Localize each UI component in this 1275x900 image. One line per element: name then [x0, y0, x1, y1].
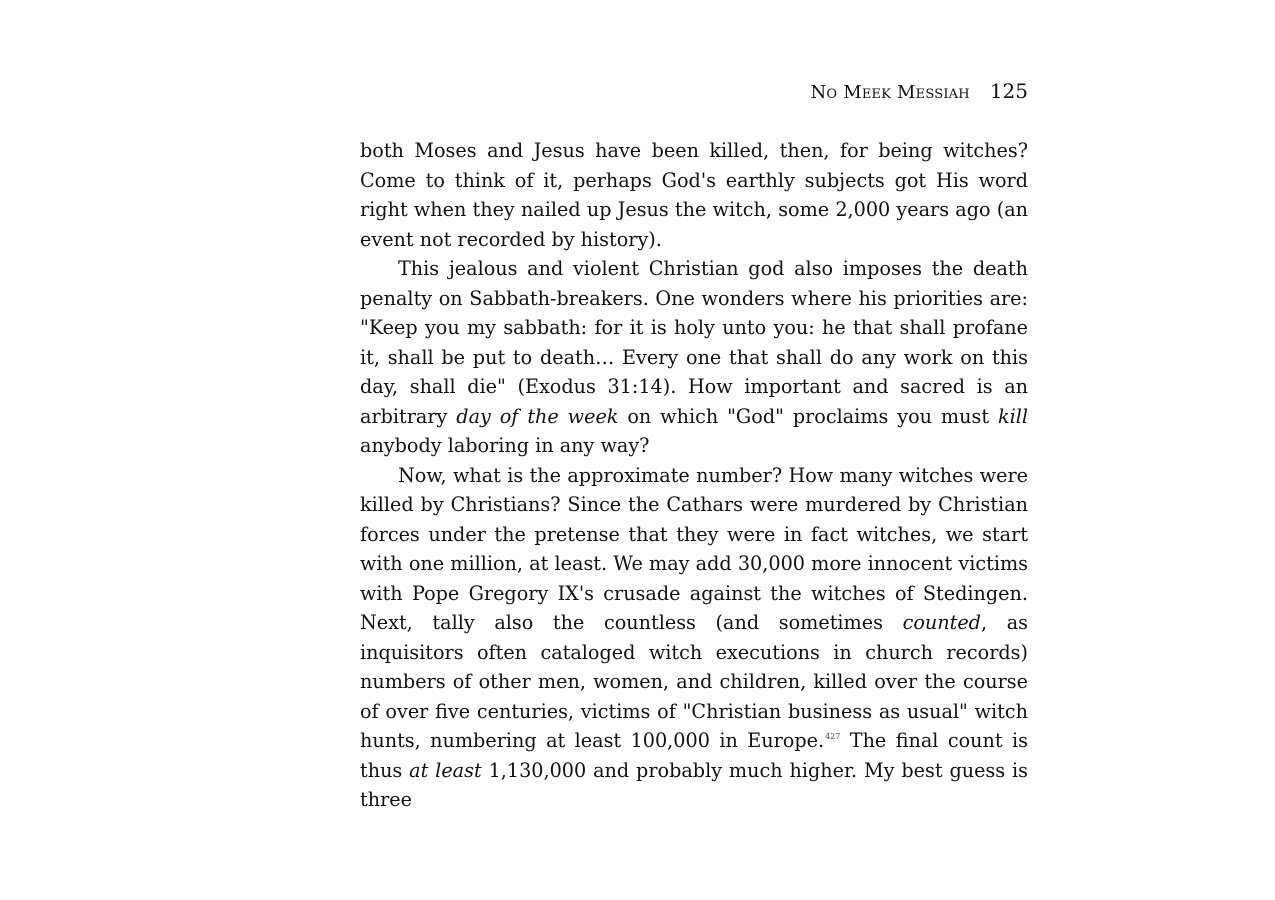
paragraph-2-text-c: anybody laboring in any way?	[360, 434, 650, 457]
paragraph-3-text-a: Now, what is the approximate number? How many witches were killed by Christians? Since the Cathars were murdered by Christian forces under the pretense that they were in fact witches, we start with one million, at least. We may add 30,000 more innocent victims with Pope Gregory IX's crusade against the witches of Stedingen. Next, tally also the countless (and sometimes	[360, 463, 1028, 634]
paragraph-3-text-b: , as inquisitors often cataloged witch executions in church records) numbers of other men, women, and children, killed over the course of over five centuries, victims of "Christian business as usual" witch hunts, numbering at least 100,000 in Europe.	[360, 611, 1028, 752]
running-head	[360, 78, 1028, 106]
paragraph-1-text: both Moses and Jesus have been killed, then, for being witches? Come to think of it, perhaps God's earthly subjects got His word right when they nailed up Jesus the witch, some 2,000 years ago (an event not recorded by history).	[360, 139, 1028, 251]
paragraph-2-text-a: This jealous and violent Christian god also imposes the death penalty on Sabbath-breakers. One wonders where his priorities are: "Keep you my sabbath: for it is holy unto you: he that shall profane it, shall be put to death… Every one that shall do any work on this day, shall die" (Exodus 31:14). How important and sacred is an arbitrary	[360, 257, 1028, 428]
emphasis-kill: kill	[997, 404, 1028, 428]
paragraph-3	[360, 461, 1028, 815]
paragraph-2	[360, 254, 1028, 461]
emphasis-counted: counted	[902, 611, 981, 634]
emphasis-day-of-the-week: day of the week	[456, 404, 619, 428]
body-text	[360, 136, 1028, 811]
footnote-marker[interactable]: 427	[825, 732, 841, 741]
paragraph-3-text-d: 1,130,000 and probably much higher. My best guess is three	[360, 758, 1028, 811]
paragraph-3-text-c: The final count is thus	[360, 729, 1028, 782]
paragraph-1	[360, 136, 1028, 254]
paragraph-2-text-b: on which "God" proclaims you must	[618, 404, 998, 428]
page-number: 125	[989, 79, 1028, 103]
emphasis-at-least: at least	[409, 758, 482, 782]
running-title: No Meek Messiah	[810, 82, 970, 103]
